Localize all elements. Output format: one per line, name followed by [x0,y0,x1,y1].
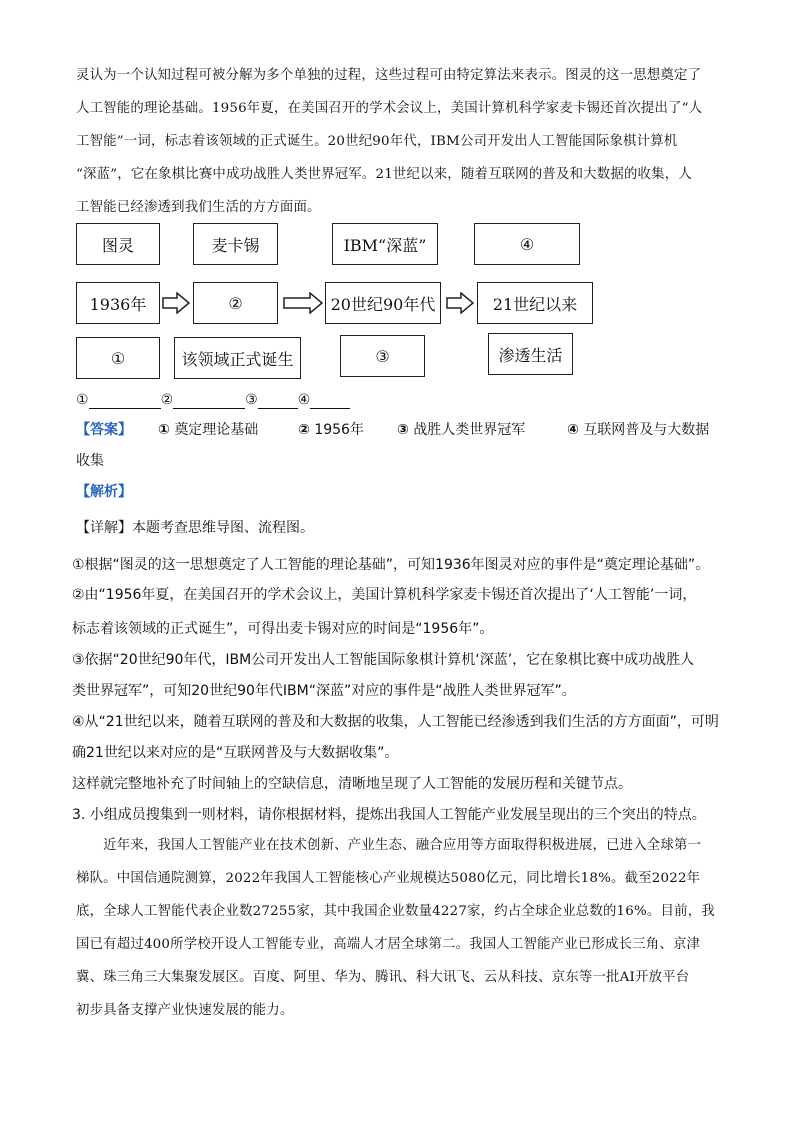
blank-line[interactable] [173,394,245,409]
answer-text: 奠定理论基础 [174,422,259,438]
passage-line: 人工智能的理论基础。1956年夏，在美国召开的学术会议上，美国计算机科学家麦卡锡还首次提出了“人 [76,101,703,116]
person-box-blank-4: ④ [474,223,580,265]
answer-tag: 【答案】 [76,422,132,438]
right-arrow-icon [283,292,323,314]
event-box-blank-3: ③ [340,335,425,377]
passage-line: 灵认为一个认知过程可被分解为多个单独的过程，这些过程可由特定算法来表示。图灵的这一思想奠定了 [76,68,702,83]
person-box-mccarthy: 麦卡锡 [193,223,278,265]
question-3: 3. 小组成员搜集到一则材料，请你根据材料，提炼出我国人工智能产业发展呈现出的三个突出的特点。 [72,807,706,823]
answer-num: ④ [567,422,579,438]
event-box-blank-1: ① [76,337,160,379]
passage-line: 工智能已经渗透到我们生活的方方面面。 [76,200,321,215]
answer-item-2 [298,421,364,439]
answer-continuation: 收集 [76,453,104,469]
detail-line: ①根据“图灵的这一思想奠定了人工智能的理论基础”，可知1936年图灵对应的事件是“奠定理论基础”。 [72,557,710,573]
blank-label: ① [76,392,89,408]
answer-item-4 [567,421,709,439]
passage-line: 近年来，我国人工智能产业在技术创新、产业生态、融合应用等方面取得积极进展，已进入全球第一 [76,838,702,853]
person-box-deepblue: IBM“深蓝” [332,223,438,265]
answer-text: 互联网普及与大数据 [583,422,710,438]
answer-num: ① [158,422,170,438]
passage-line: 冀、珠三角三大集聚发展区。百度、阿里、华为、腾讯、科大讯飞、云从科技、京东等一批AI开放平台 [76,970,690,985]
blank-label: ④ [297,392,311,408]
blank-line[interactable] [258,394,298,409]
answer-num: ③ [397,422,409,438]
passage-line: 国已有超过400所学校开设人工智能专业，高端人才居全球第二。我国人工智能产业已形成长三角、京津 [76,937,701,952]
analysis-tag: 【解析】 [76,484,132,500]
passage-line: “深蓝”，它在象棋比赛中成功战胜人类世界冠军。21世纪以来，随着互联网的普及和大数据的收集，人 [76,167,692,182]
time-box-blank-2: ② [193,282,278,324]
blank-label: ② [160,392,174,408]
person-box-turing: 图灵 [76,223,160,265]
time-box-21st-century: 21世纪以来 [477,282,593,324]
answer-item-1 [158,421,258,439]
time-box-1990s: 20世纪90年代 [325,282,441,324]
passage-line: 底，全球人工智能代表企业数27255家，其中我国企业数量4227家，约占全球企业总数的16%。目前，我 [76,904,715,919]
event-box-field-birth: 该领域正式诞生 [174,337,301,379]
detail-line: ②由“1956年夏，在美国召开的学术会议上，美国计算机科学家麦卡锡还首次提出了‘人工智能’一词， [72,587,697,603]
detail-line: ④从“21世纪以来，随着互联网的普及和大数据的收集，人工智能已经渗透到我们生活的方方面面”，可明 [72,714,719,730]
blank-line[interactable] [89,394,161,409]
answer-item-3 [397,421,525,439]
right-arrow-icon [162,292,190,314]
right-arrow-icon [446,292,474,314]
detail-line: 【详解】本题考查思维导图、流程图。 [76,520,314,536]
detail-line: 类世界冠军”，可知20世纪90年代IBM“深蓝”对应的事件是“战胜人类世界冠军”。 [72,683,576,699]
detail-line: 这样就完整地补充了时间轴上的空缺信息，清晰地呈现了人工智能的发展历程和关键节点。 [72,776,632,792]
event-box-infiltrate-life: 渗透生活 [488,333,573,375]
blank-label: ③ [245,392,258,408]
answer-text: 1956年 [314,422,364,438]
detail-line: 标志着该领域的正式诞生”，可得出麦卡锡对应的时间是“1956年”。 [72,621,494,637]
detail-line: ③依据“20世纪90年代，IBM公司开发出人工智能国际象棋计算机‘深蓝’，它在象棋比赛中成功战胜人 [72,652,695,668]
answer-text: 战胜人类世界冠军 [413,422,526,438]
blank-line[interactable] [310,394,350,409]
passage-line: 初步具备支撑产业快速发展的能力。 [76,1003,294,1018]
detail-line: 确21世纪以来对应的是“互联网普及与大数据收集”。 [72,745,399,761]
passage-line: 梯队。中国信通院测算，2022年我国人工智能核心产业规模达5080亿元，同比增长18%。截至2022年 [76,871,701,886]
answer-blanks [76,391,350,409]
answer-num: ② [298,422,310,438]
time-box-1936: 1936年 [76,282,160,324]
passage-line: 工智能”一词，标志着该领域的正式诞生。20世纪90年代，IBM公司开发出人工智能国际象棋计算机 [76,134,678,149]
